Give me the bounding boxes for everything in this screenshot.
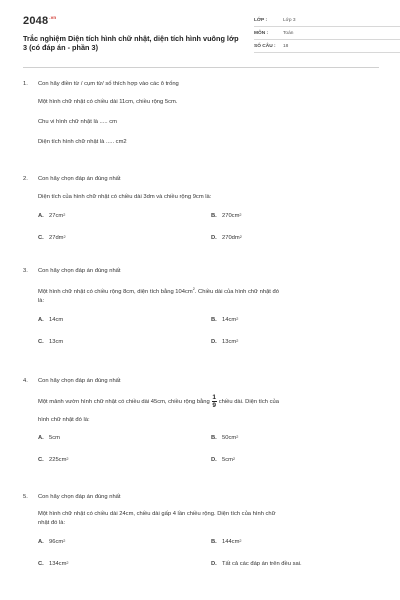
option-letter: C. (38, 339, 44, 345)
stem-text: nhật đó là: (38, 520, 66, 526)
option-a[interactable] (38, 435, 60, 441)
option-text: 27cm (49, 213, 64, 219)
meta-value: Lớp 3 (283, 17, 296, 23)
option-sup: 2 (236, 339, 239, 343)
option-letter: A. (38, 317, 44, 323)
option-b[interactable] (211, 539, 242, 545)
stem-text: hình chữ nhật đó là: (38, 417, 90, 423)
question-header (23, 268, 379, 274)
stem-text: chiều dài. Diện tích của (218, 399, 279, 406)
question-number: 1. (23, 81, 28, 87)
question-prompt: Con hãy chọn đáp án đúng nhất (38, 378, 121, 384)
option-c[interactable] (38, 457, 69, 463)
question-prompt: Con hãy điền từ / cụm từ/ số thích hợp vào các ô trống (38, 81, 179, 87)
question-3 (23, 268, 379, 345)
option-text: Tất cả các đáp án trên đều sai. (222, 561, 302, 567)
option-sup: 2 (63, 213, 66, 217)
option-b[interactable] (211, 213, 242, 219)
option-text: 50cm (222, 435, 237, 441)
option-letter: D. (211, 339, 217, 345)
option-letter: A. (38, 435, 44, 441)
question-prompt: Con hãy chọn đáp án đúng nhất (38, 494, 121, 500)
option-sup: 2 (239, 539, 242, 543)
option-text: 14cm (222, 317, 237, 323)
option-sup: 2 (63, 235, 66, 239)
meta-row-subject (254, 27, 400, 40)
option-sup: 2 (236, 317, 239, 321)
question-header (23, 176, 379, 182)
option-text: 96cm (49, 539, 64, 545)
meta-key: SỐ CÂU : (254, 43, 276, 49)
question-header (23, 494, 379, 500)
logo-text: 2048 (23, 15, 49, 27)
question-5 (23, 494, 379, 567)
meta-key: MÔN : (254, 30, 269, 36)
meta-value: Toán (283, 30, 294, 36)
option-a[interactable] (38, 213, 65, 219)
question-2 (23, 176, 379, 241)
option-text: 13cm (49, 339, 64, 345)
option-letter: C. (38, 561, 44, 567)
option-sup: 2 (66, 457, 69, 461)
question-number: 2. (23, 176, 28, 182)
option-text: 5cm (49, 435, 60, 441)
option-b[interactable] (211, 435, 238, 441)
option-text: 27dm (49, 235, 64, 241)
option-letter: B. (211, 213, 217, 219)
question-line: Một hình chữ nhật có chiều dài 11cm, chiều rộng 5cm. (38, 99, 178, 105)
option-letter: D. (211, 561, 217, 567)
header-divider (23, 67, 379, 68)
option-c[interactable] (38, 235, 66, 241)
meta-value: 18 (283, 43, 289, 49)
fraction (212, 394, 217, 409)
option-b[interactable] (211, 317, 238, 323)
question-stem (23, 285, 379, 306)
option-letter: B. (211, 317, 217, 323)
worksheet-header (23, 14, 383, 60)
page-title: Trắc nghiệm Diện tích hình chữ nhật, diện tích hình vuông lớp 3 (có đáp án - phần 3) (23, 34, 239, 52)
meta-table (254, 14, 400, 53)
option-sup: 2 (232, 457, 236, 461)
option-text: 270dm (222, 235, 240, 241)
option-d[interactable] (211, 235, 242, 241)
option-letter: B. (211, 435, 217, 441)
question-header (23, 378, 379, 384)
question-number: 4. (23, 378, 28, 384)
logo-suffix: .vn (49, 15, 57, 21)
option-c[interactable] (38, 561, 69, 567)
option-text: 13cm (222, 339, 237, 345)
question-stem: Diện tích của hình chữ nhật có chiều dài 3dm và chiều rộng 9cm là: (38, 194, 212, 200)
option-letter: D. (211, 235, 217, 241)
option-sup: 2 (239, 235, 242, 239)
option-letter: D. (211, 457, 217, 463)
option-letter: C. (38, 457, 44, 463)
stem-text: . Chiều dài của hình chữ nhật đó (194, 289, 279, 295)
question-stem (23, 394, 379, 426)
option-text: 134cm (49, 561, 67, 567)
option-a[interactable] (38, 317, 63, 323)
question-body (23, 98, 379, 147)
question-stem (23, 510, 379, 528)
option-sup: 2 (63, 539, 66, 543)
option-text: 14cm (49, 317, 64, 323)
option-sup: 2 (66, 561, 69, 565)
option-letter: C. (38, 235, 44, 241)
site-logo[interactable] (23, 15, 56, 27)
question-1 (23, 81, 379, 147)
option-text: 144cm (222, 539, 240, 545)
option-text: 225cm (49, 457, 67, 463)
option-letter: A. (38, 213, 44, 219)
question-number: 3. (23, 268, 28, 274)
option-letter: A. (38, 539, 44, 545)
question-header (23, 81, 379, 87)
option-letter: B. (211, 539, 217, 545)
option-c[interactable] (38, 339, 63, 345)
meta-row-count (254, 40, 400, 53)
option-d[interactable] (211, 339, 238, 345)
stem-text: Một mảnh vườn hình chữ nhật có chiều dài 45cm, chiều rộng bằng (38, 399, 210, 406)
option-text: 270cm (222, 213, 240, 219)
question-4 (23, 378, 379, 463)
option-text: 5cm (222, 457, 233, 463)
fraction-numerator: 1 (212, 394, 217, 401)
option-sup: 2 (236, 435, 239, 439)
stem-text: Một hình chữ nhật có chiều dài 24cm, chiều dài gấp 4 lần chiều rộng. Diện tích của hình chữ (38, 511, 276, 517)
question-prompt: Con hãy chọn đáp án đúng nhất (38, 268, 121, 274)
fraction-denominator: 9 (212, 402, 217, 409)
question-line: Chu vi hình chữ nhật là ..... cm (38, 119, 117, 125)
question-number: 5. (23, 494, 28, 500)
meta-key: LỚP : (254, 17, 268, 23)
question-prompt: Con hãy chọn đáp án đúng nhất (38, 176, 121, 182)
stem-text: Một hình chữ nhật có chiều rộng 8cm, diện tích bằng 104cm (38, 289, 193, 295)
meta-row-class (254, 14, 400, 27)
option-d[interactable] (211, 561, 302, 567)
option-sup: 2 (239, 213, 242, 217)
stem-sup: 2 (192, 287, 195, 291)
option-d[interactable] (211, 457, 235, 463)
option-a[interactable] (38, 539, 65, 545)
question-line: Diện tích hình chữ nhật là ..... cm2 (38, 139, 127, 145)
stem-text: là: (38, 298, 45, 304)
